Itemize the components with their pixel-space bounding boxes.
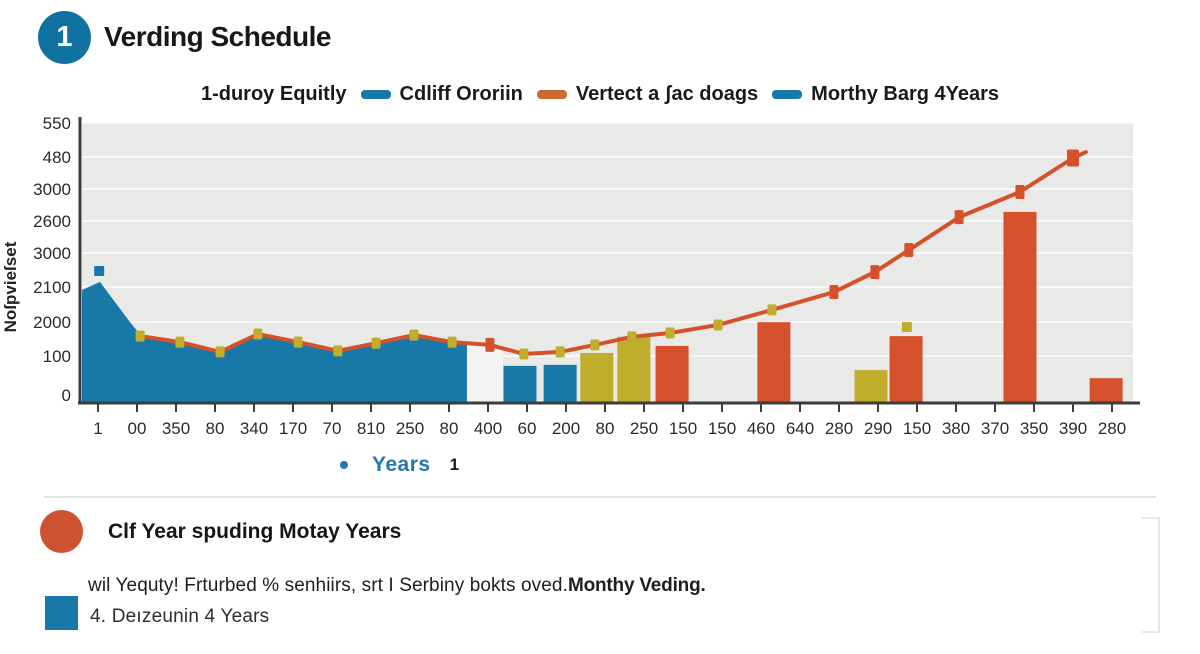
line-marker-orange bbox=[904, 243, 913, 257]
step-number: 1 bbox=[56, 21, 73, 53]
x-tick-label: 350 bbox=[161, 419, 191, 438]
bar-orange bbox=[757, 322, 790, 403]
x-tick-label: 80 bbox=[439, 419, 459, 438]
x-tick-label: 70 bbox=[322, 419, 342, 438]
bar-olive bbox=[580, 353, 613, 403]
line-marker-orange bbox=[829, 285, 838, 299]
step-badge bbox=[38, 11, 91, 64]
x-tick-label: 290 bbox=[863, 419, 893, 438]
legend-swatch-blue2-icon bbox=[772, 90, 802, 99]
blue-square-icon bbox=[45, 596, 78, 630]
footer-legend-label-vesting: 4. Deızeunin 4 Years bbox=[90, 606, 270, 627]
y-tick-label: 2100 bbox=[33, 278, 71, 297]
x-tick-label: 170 bbox=[278, 419, 308, 438]
section-divider bbox=[44, 496, 1156, 498]
x-tick-label: 640 bbox=[785, 419, 815, 438]
line-marker-olive bbox=[294, 337, 303, 348]
line-marker-orange bbox=[870, 265, 879, 279]
chart-svg bbox=[0, 108, 1200, 454]
line-marker-olive bbox=[590, 339, 599, 350]
page-title: Verding Schedule bbox=[104, 21, 331, 52]
footer-note-bold: Monthy Veding. bbox=[567, 575, 706, 596]
x-tick-label: 200 bbox=[551, 419, 581, 438]
bar-orange bbox=[1003, 212, 1036, 403]
line-marker-olive bbox=[556, 346, 565, 357]
x-axis-caption bbox=[340, 452, 459, 478]
x-axis-caption-suffix: 1 bbox=[449, 455, 460, 474]
x-tick-label: 150 bbox=[902, 419, 932, 438]
line-marker-olive bbox=[136, 331, 145, 342]
y-tick-label: 3000 bbox=[33, 180, 71, 199]
x-tick-label: 350 bbox=[1019, 419, 1049, 438]
x-tick-label: 280 bbox=[824, 419, 854, 438]
x-tick-label: 460 bbox=[746, 419, 776, 438]
line-marker-olive bbox=[627, 331, 636, 342]
footer-note bbox=[88, 575, 706, 597]
x-tick-label: 370 bbox=[980, 419, 1010, 438]
footer-legend-label-cliff: Clf Year spuding Motay Years bbox=[108, 519, 402, 543]
legend-item-vertect[interactable] bbox=[537, 83, 758, 106]
line-marker-olive bbox=[253, 329, 262, 340]
line-marker-orange bbox=[955, 210, 964, 224]
x-tick-label: 250 bbox=[395, 419, 425, 438]
legend-swatch-blue-icon bbox=[361, 90, 391, 99]
line-marker-orange bbox=[485, 338, 494, 352]
bar-orange bbox=[890, 336, 923, 403]
legend-label-vertect: Vertect a ʃac doags bbox=[575, 82, 759, 105]
bar-blue bbox=[544, 365, 577, 403]
chart-legend bbox=[0, 80, 1200, 108]
orange-circle-icon bbox=[40, 510, 83, 553]
legend-swatch-orange-icon bbox=[537, 90, 567, 99]
footer-legend-item-cliff bbox=[40, 510, 401, 553]
x-tick-label: 340 bbox=[239, 419, 269, 438]
y-tick-label: 2000 bbox=[33, 313, 71, 332]
bar-orange bbox=[1090, 378, 1123, 403]
bar-blue bbox=[503, 366, 536, 403]
bar-olive bbox=[854, 370, 887, 403]
line-marker-olive bbox=[767, 304, 776, 315]
footer-note-text: wil Yequty! Frturbed % senhiirs, srt I Serbiny bokts oved. bbox=[88, 575, 568, 596]
x-tick-label: 380 bbox=[941, 419, 971, 438]
line-marker-olive bbox=[714, 319, 723, 330]
stray-marker-olive bbox=[902, 322, 912, 332]
line-marker-orange bbox=[1067, 150, 1079, 167]
y-tick-label: 2600 bbox=[33, 212, 71, 231]
x-tick-label: 00 bbox=[127, 419, 147, 438]
x-tick-label: 80 bbox=[595, 419, 615, 438]
x-axis-caption-label: Years bbox=[372, 453, 431, 476]
y-tick-label: 550 bbox=[42, 114, 71, 133]
line-marker-olive bbox=[333, 345, 342, 356]
y-tick-label: 3000 bbox=[33, 244, 71, 263]
right-bracket-decoration bbox=[1142, 517, 1160, 633]
line-marker-olive bbox=[519, 349, 528, 360]
x-tick-label: 80 bbox=[205, 419, 225, 438]
x-tick-label: 400 bbox=[473, 419, 503, 438]
x-tick-label: 150 bbox=[707, 419, 737, 438]
bar-olive bbox=[617, 337, 650, 403]
line-marker-olive bbox=[372, 338, 381, 349]
legend-prefix: 1-duroy Equitly bbox=[200, 82, 347, 105]
x-tick-label: 60 bbox=[517, 419, 537, 438]
line-marker-olive bbox=[666, 328, 675, 339]
line-marker-olive bbox=[175, 337, 184, 348]
legend-item-cliff[interactable] bbox=[361, 83, 523, 106]
line-marker-olive bbox=[448, 337, 457, 348]
line-marker-olive bbox=[409, 330, 418, 341]
y-axis-title: Noſpvieſset bbox=[1, 241, 20, 333]
x-tick-label: 1 bbox=[93, 419, 103, 438]
x-tick-label: 390 bbox=[1058, 419, 1088, 438]
legend-label-cliff: Cdliff Ororiin bbox=[399, 82, 523, 105]
gap-band bbox=[467, 346, 503, 403]
bar-orange bbox=[656, 346, 689, 403]
bullet-icon bbox=[340, 461, 348, 469]
y-tick-label: 100 bbox=[42, 347, 71, 366]
stray-marker-blue bbox=[94, 266, 104, 276]
footer-legend-item-vesting bbox=[45, 596, 269, 630]
y-tick-label: 480 bbox=[42, 148, 71, 167]
legend-item-monthly[interactable] bbox=[772, 83, 999, 106]
x-tick-label: 250 bbox=[629, 419, 659, 438]
y-tick-label: 0 bbox=[61, 386, 71, 405]
x-tick-label: 150 bbox=[668, 419, 698, 438]
line-marker-orange bbox=[1015, 185, 1024, 199]
header bbox=[0, 0, 1200, 80]
x-tick-label: 810 bbox=[356, 419, 386, 438]
legend-label-monthly: Morthy Barg 4Years bbox=[811, 82, 1000, 105]
x-tick-label: 280 bbox=[1097, 419, 1127, 438]
line-marker-olive bbox=[216, 346, 225, 357]
